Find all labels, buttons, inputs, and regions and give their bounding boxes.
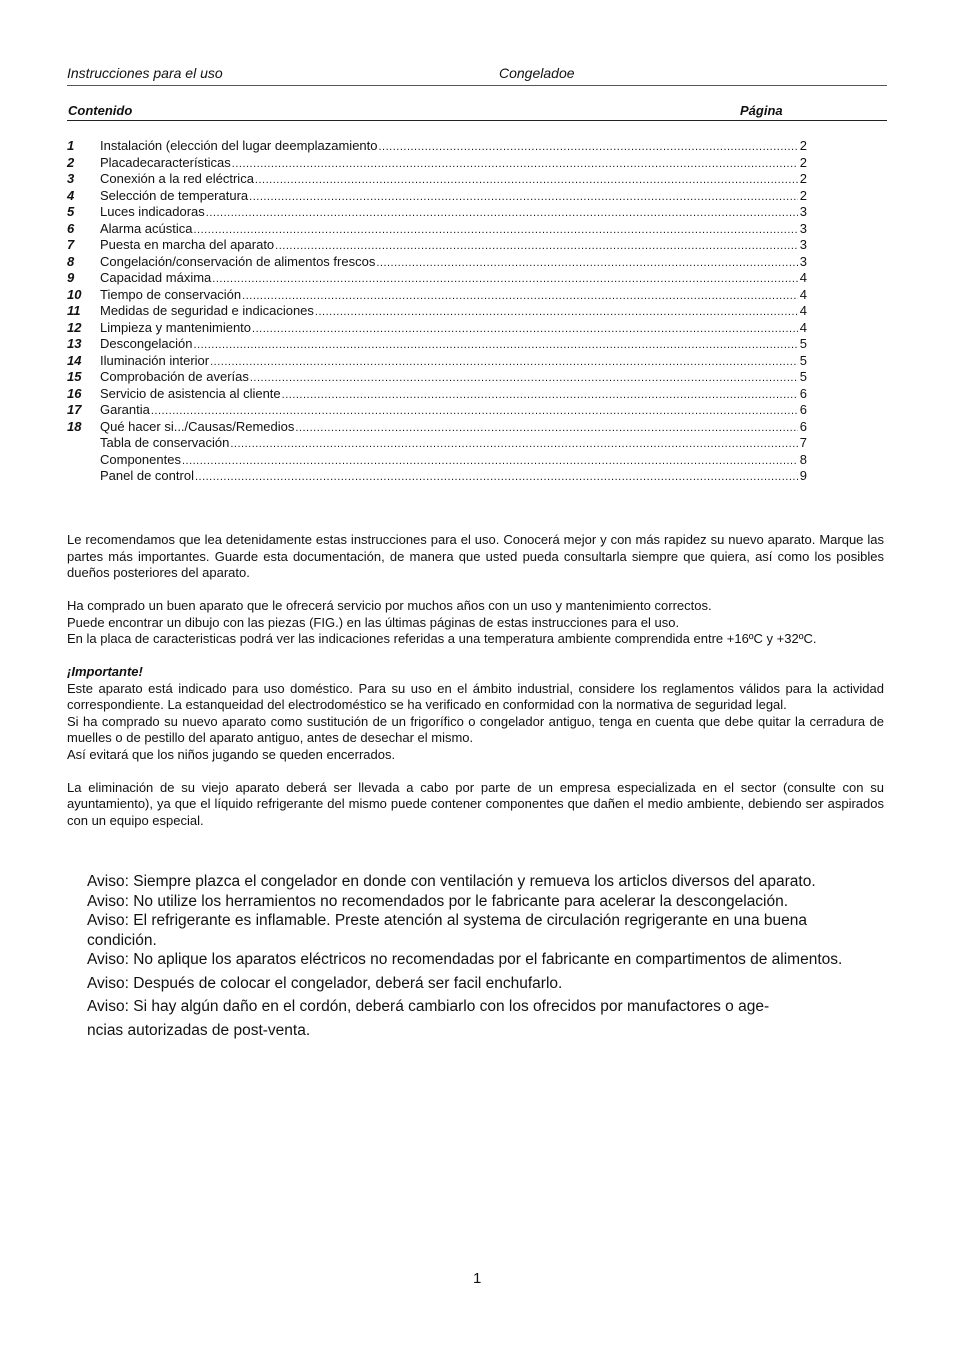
toc-label: Descongelación [100, 336, 193, 351]
toc-page: 4 [799, 319, 807, 335]
toc-label: Instalación (elección del lugar deemplazamiento [100, 138, 378, 153]
toc-number: 2 [67, 154, 75, 170]
toc-number: 6 [67, 220, 75, 236]
toc-leader [212, 270, 798, 288]
toc-page: 2 [799, 187, 807, 203]
toc-number: 3 [67, 171, 75, 186]
toc-label: Tabla de conservación [100, 435, 230, 450]
toc-page: 7 [799, 435, 807, 450]
toc-label: Puesta en marcha del aparato [100, 237, 275, 252]
toc-leader [282, 386, 798, 404]
page-header [67, 65, 887, 86]
toc-number: 5 [67, 204, 75, 219]
toc-entry [67, 204, 807, 221]
toc-label: Placadecaracterísticas [100, 154, 231, 170]
toc-leader [379, 138, 799, 156]
toc-label: Capacidad máxima [100, 270, 212, 285]
intro-text [67, 532, 884, 829]
toc-leader [193, 221, 798, 239]
toc-entry [67, 386, 807, 403]
toc-label: Luces indicadoras [100, 204, 205, 219]
toc-entry [67, 419, 807, 436]
warning: Aviso: Siempre plazca el congelador en donde con ventilación y remueva los articlos diversos del aparato. [87, 873, 816, 890]
toc-number: 8 [67, 253, 75, 269]
important-heading: ¡Importante! [67, 664, 143, 679]
toc-page: 6 [799, 385, 807, 401]
toc-leader [376, 254, 798, 272]
page-number: 1 [473, 1270, 482, 1287]
toc-entry [67, 452, 807, 469]
warnings [87, 872, 877, 1040]
toc-leader [252, 320, 798, 338]
toc-number: 10 [67, 286, 82, 302]
toc-page: 3 [799, 237, 807, 252]
toc-number: 14 [67, 352, 82, 368]
toc-entry [67, 287, 807, 304]
warning: Aviso: Si hay algún daño en el cordón, deberá cambiarlo con los ofrecidos por manufactores o age- [87, 998, 770, 1015]
toc-leader [151, 402, 798, 420]
toc-leader [182, 452, 798, 470]
toc-entry [67, 254, 807, 271]
toc-page: 8 [799, 451, 807, 467]
toc-page: 2 [799, 138, 807, 153]
toc-label: Componentes [100, 451, 181, 467]
toc-page: 2 [799, 154, 807, 170]
toc-page: 5 [799, 352, 807, 368]
warning: Aviso: No utilize los herramientos no recomendados por le fabricante para acelerar la descongelación. [87, 892, 789, 910]
toc-leader [230, 435, 798, 453]
table-of-contents [67, 138, 807, 485]
toc-page: 4 [799, 270, 807, 285]
toc-page: 5 [799, 369, 807, 384]
toc-leader [232, 155, 798, 173]
toc-entry [67, 435, 807, 452]
toc-number: 9 [67, 270, 75, 285]
toc-leader [255, 171, 798, 189]
toc-entry [67, 138, 807, 155]
toc-label: Comprobación de averías [100, 369, 249, 384]
toc-entry [67, 155, 807, 172]
toc-entry [67, 188, 807, 205]
toc-page: 6 [799, 402, 807, 417]
toc-number: 17 [67, 402, 82, 417]
toc-number: 12 [67, 319, 82, 335]
toc-label: Qué hacer si.../Causas/Remedios [100, 418, 295, 434]
intro-paragraph: En la placa de caracteristicas podrá ver las indicaciones referidas a una temperatura ambiente comprendida entre +16ºC y +32ºC. [67, 631, 817, 646]
toc-entry [67, 402, 807, 419]
toc-number: 18 [67, 418, 82, 434]
toc-entry [67, 221, 807, 238]
toc-leader [250, 369, 798, 387]
toc-page: 3 [799, 253, 807, 269]
toc-leader [315, 303, 798, 321]
toc-leader [195, 468, 798, 486]
toc-label: Limpieza y mantenimiento [100, 319, 252, 335]
toc-entry [67, 353, 807, 370]
toc-leader [295, 419, 798, 437]
toc-label: Medidas de seguridad e indicaciones [100, 303, 314, 318]
toc-label: Selección de temperatura [100, 187, 249, 203]
toc-label: Conexión a la red eléctrica [100, 171, 254, 186]
toc-page: 5 [799, 336, 807, 351]
toc-entry [67, 303, 807, 320]
toc-label: Congelación/conservación de alimentos frescos [100, 253, 376, 269]
toc-number: 15 [67, 369, 82, 384]
warning: Aviso: No aplique los aparatos eléctricos no recomendadas por el fabricante en compartimentos de alimentos. [87, 951, 843, 968]
toc-page: 6 [799, 418, 807, 434]
toc-number: 13 [67, 336, 82, 351]
toc-leader [206, 204, 798, 222]
warning: Aviso: El refrigerante es inflamable. Preste atención al systema de circulación regrigerante en una buena condición. [87, 912, 808, 949]
intro-paragraph: Puede encontrar un dibujo con las piezas (FIG.) en las últimas páginas de estas instrucciones para el uso. [67, 614, 680, 630]
disposal-paragraph: La eliminación de su viejo aparato deberá ser llevada a cabo por parte de un empresa especializada en el sector (consulte con su ayuntamiento), ya que el líquido refrigerante del mismo puede contener componentes que dañen el medio ambiente, debiendo ser aspirados con un equipo especial. [67, 779, 884, 828]
toc-entry [67, 468, 807, 485]
toc-entry [67, 369, 807, 386]
toc-number: 16 [67, 385, 82, 401]
toc-page: 9 [799, 468, 807, 483]
toc-leader [242, 287, 798, 305]
intro-paragraph: Ha comprado un buen aparato que le ofrecerá servicio por muchos años con un uso y mantenimiento correctos. [67, 598, 712, 613]
important-paragraph: Si ha comprado su nuevo aparato como sustitución de un frigorífico o congelador antiguo, tenga en cuenta que debe quitar la cerradura de muelles o de pestillo del aparato antiguo, antes de desechar el mismo. [67, 713, 884, 745]
toc-page: 2 [799, 171, 807, 186]
important-paragraph: Este aparato está indicado para uso doméstico. Para su uso en el ámbito industrial, considere los reglamentos válidos para la actividad correspondiente. La estanqueidad del electrodoméstico se ha verificado en conformidad con la normativa de seguridad legal. [67, 680, 884, 712]
warning: ncias autorizadas de post-venta. [87, 1021, 311, 1039]
toc-label: Garantia [100, 402, 150, 417]
toc-entry [67, 237, 807, 254]
header-product: Congeladoe [499, 65, 575, 81]
toc-header [67, 102, 887, 121]
toc-leader [210, 353, 798, 371]
toc-label: Panel de control [100, 468, 194, 483]
toc-entry [67, 171, 807, 188]
toc-label: Alarma acústica [100, 220, 193, 236]
toc-number: 11 [67, 303, 81, 318]
toc-page: 4 [799, 286, 807, 302]
toc-entry [67, 336, 807, 353]
toc-label: Tiempo de conservación [100, 286, 242, 302]
toc-label: Servicio de asistencia al cliente [100, 385, 281, 401]
toc-leader [249, 188, 798, 206]
toc-label: Iluminación interior [100, 352, 210, 368]
toc-entry [67, 270, 807, 287]
toc-entry [67, 320, 807, 337]
toc-leader [275, 237, 798, 255]
toc-leader [194, 336, 798, 354]
toc-number: 1 [67, 138, 75, 153]
toc-number: 4 [67, 187, 75, 203]
toc-contents-label: Contenido [68, 103, 133, 118]
important-paragraph: Así evitará que los niños jugando se queden encerrados. [67, 746, 396, 762]
toc-page-label: Página [740, 103, 783, 118]
toc-page: 3 [799, 220, 807, 236]
intro-paragraph: Le recomendamos que lea detenidamente estas instrucciones para el uso. Conocerá mejor y con más rapidez su nuevo aparato. Marque las partes más importantes. Guarde esta documentación, de manera que usted pueda consultarla siempre que quiera, así como los posibles dueños posteriores del aparato. [67, 532, 884, 580]
toc-number: 7 [67, 237, 75, 252]
header-title: Instrucciones para el uso [67, 65, 223, 81]
warning: Aviso: Después de colocar el congelador, deberá ser facil enchufarlo. [87, 974, 563, 992]
toc-page: 4 [799, 303, 807, 318]
toc-page: 3 [799, 204, 807, 219]
